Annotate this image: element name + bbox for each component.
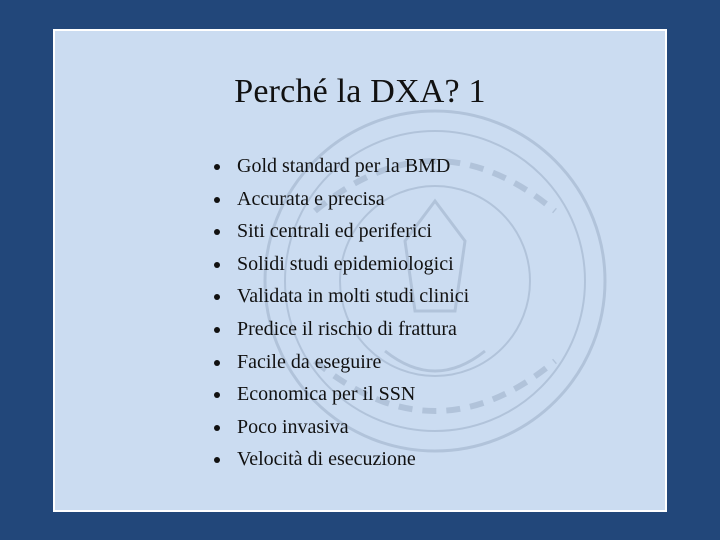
bullet-item: [211, 313, 469, 346]
bullet-item: [211, 183, 469, 216]
bullet-dot-icon: [214, 197, 220, 203]
bullet-dot-icon: [214, 164, 220, 170]
bullet-text: Predice il rischio di frattura: [237, 317, 457, 340]
bullet-list: [211, 150, 469, 476]
bullet-dot-icon: [214, 327, 220, 333]
slide-title: Perché la DXA? 1: [234, 73, 486, 110]
bullet-item: [211, 443, 469, 476]
bullet-dot-icon: [214, 262, 220, 268]
bullet-text: Accurata e precisa: [237, 187, 385, 210]
bullet-text: Validata in molti studi clinici: [237, 285, 470, 308]
bullet-dot-icon: [214, 457, 220, 463]
bullet-text: Economica per il SSN: [237, 383, 416, 406]
bullet-dot-icon: [214, 425, 220, 431]
bullet-text: Facile da eseguire: [237, 350, 382, 373]
bullet-text: Poco invasiva: [237, 415, 349, 438]
bullet-item: [211, 411, 469, 444]
bullet-text: Velocità di esecuzione: [237, 448, 416, 471]
bullet-dot-icon: [214, 392, 220, 398]
bullet-item: [211, 280, 469, 313]
bullet-dot-icon: [214, 360, 220, 366]
bullet-item: [211, 150, 469, 183]
bullet-dot-icon: [214, 294, 220, 300]
bullet-text: Gold standard per la BMD: [237, 155, 451, 177]
bullet-item: [211, 248, 469, 281]
bullet-text: Siti centrali ed periferici: [237, 220, 432, 243]
bullet-item: [211, 378, 469, 411]
bullet-item: [211, 346, 469, 379]
slide: [53, 29, 667, 512]
bullet-text: Solidi studi epidemiologici: [237, 252, 454, 275]
bullet-dot-icon: [214, 229, 220, 235]
bullet-item: [211, 215, 469, 248]
